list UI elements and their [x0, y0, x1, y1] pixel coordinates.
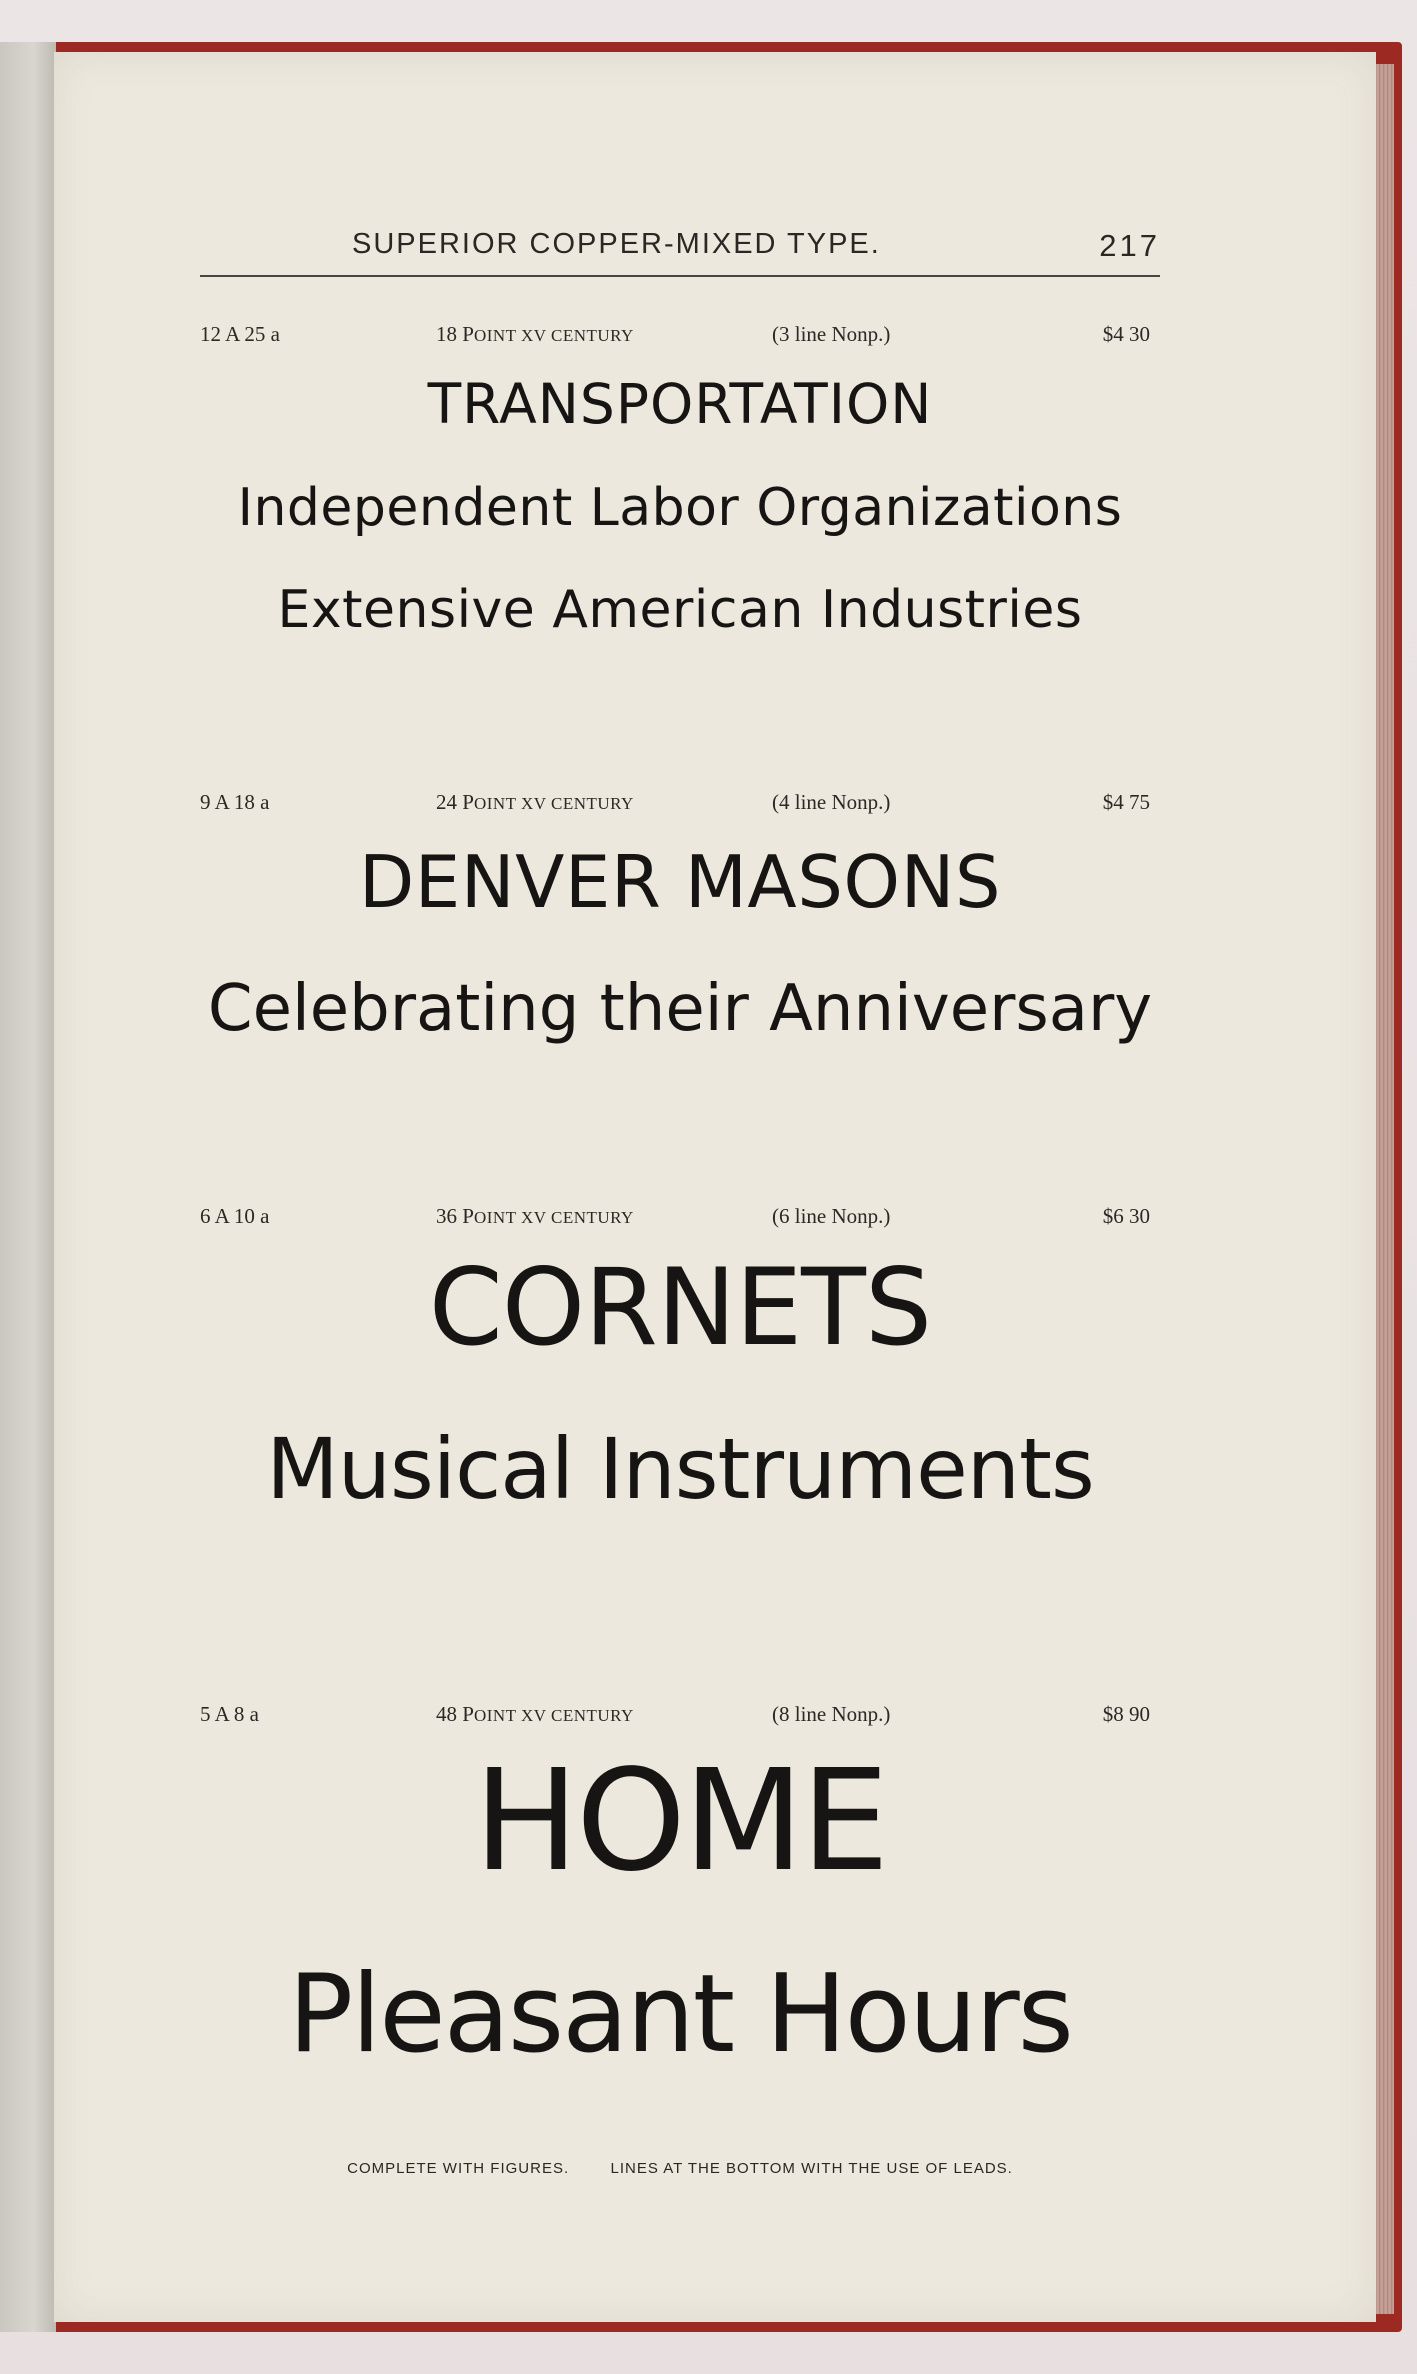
- specimen-line: Celebrating their Anniversary: [207, 972, 1153, 1046]
- header-rule: [200, 275, 1160, 277]
- footer-note-left: COMPLETE WITH FIGURES.: [347, 2160, 570, 2177]
- specimen-line: HOME: [473, 1740, 887, 1903]
- specimen-line: DENVER MASONS: [358, 840, 1002, 924]
- font-quantity: 9 A 18 a: [200, 790, 270, 814]
- specimen-line: Extensive American Industries: [277, 580, 1083, 640]
- price: $8 90: [1102, 1702, 1150, 1726]
- page-number: 217: [1099, 228, 1160, 263]
- specimen-line: TRANSPORTATION: [427, 372, 933, 436]
- specimen-line: Pleasant Hours: [288, 1952, 1072, 2077]
- price: $6 30: [1102, 1204, 1150, 1228]
- price: $4 30: [1102, 322, 1150, 346]
- line-measure: (4 line Nonp.): [772, 790, 891, 814]
- running-head: [200, 222, 1160, 270]
- running-title: SUPERIOR COPPER-MIXED TYPE.: [352, 228, 881, 260]
- footer-note: [200, 2160, 1160, 2190]
- spec-line-18pt: [200, 322, 1150, 356]
- line-measure: (3 line Nonp.): [772, 322, 891, 346]
- specimen-line: Independent Labor Organizations: [237, 478, 1123, 538]
- page-stack-edge: [1376, 64, 1394, 2314]
- point-size: 18 POINT XV CENTURY: [436, 322, 634, 346]
- left-page-edge: [0, 42, 56, 2332]
- font-quantity: 12 A 25 a: [200, 322, 280, 346]
- spec-line-48pt: [200, 1702, 1150, 1736]
- footer-note-right: LINES AT THE BOTTOM WITH THE USE OF LEADS.: [610, 2160, 1013, 2177]
- point-size: 24 POINT XV CENTURY: [436, 790, 634, 814]
- point-size: 36 POINT XV CENTURY: [436, 1204, 634, 1228]
- font-quantity: 6 A 10 a: [200, 1204, 270, 1228]
- price: $4 75: [1102, 790, 1150, 814]
- line-measure: (8 line Nonp.): [772, 1702, 891, 1726]
- spec-line-36pt: [200, 1204, 1150, 1238]
- spec-line-24pt: [200, 790, 1150, 824]
- specimen-line: CORNETS: [428, 1246, 932, 1369]
- font-quantity: 5 A 8 a: [200, 1702, 259, 1726]
- line-measure: (6 line Nonp.): [772, 1204, 891, 1228]
- specimen-line: Musical Instruments: [266, 1420, 1094, 1518]
- point-size: 48 POINT XV CENTURY: [436, 1702, 634, 1726]
